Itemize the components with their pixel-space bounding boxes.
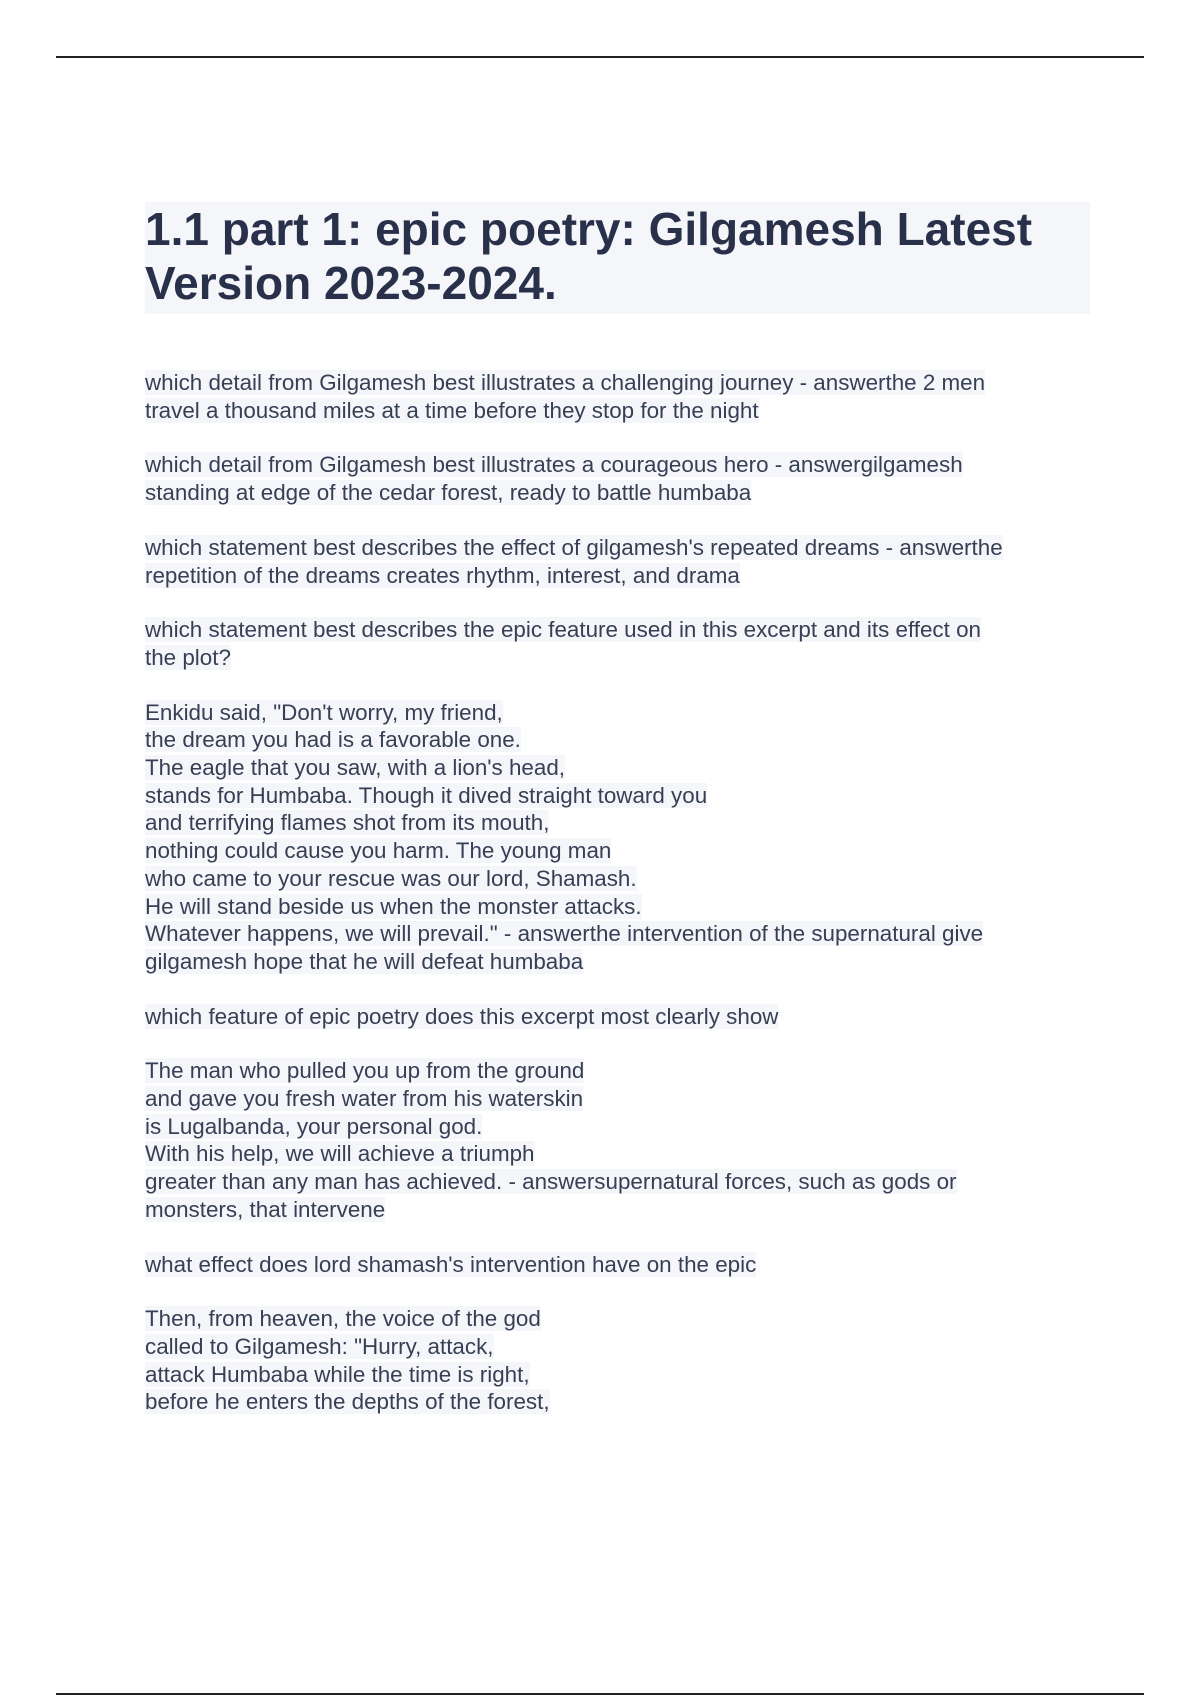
text-line: greater than any man has achieved. - answersupernatural forces, such as gods or (145, 1169, 957, 1195)
text-line: which detail from Gilgamesh best illustrates a courageous hero - answergilgamesh (145, 452, 963, 478)
text-line: The eagle that you saw, with a lion's head, (145, 755, 566, 781)
text-line: which statement best describes the effect of gilgamesh's repeated dreams - answerthe (145, 534, 1003, 560)
text-line: travel a thousand miles at a time before they stop for the night (145, 397, 759, 423)
text-line: monsters, that intervene (145, 1196, 386, 1222)
title-line: Version 2023-2024. (145, 257, 557, 309)
text-line: gilgamesh hope that he will defeat humbaba (145, 948, 584, 974)
text-line: stands for Humbaba. Though it dived straight toward you (145, 782, 708, 808)
text-line: Enkidu said, "Don't worry, my friend, (145, 699, 503, 725)
qa-block (145, 451, 1090, 506)
text-line: repetition of the dreams creates rhythm, interest, and drama (145, 562, 740, 588)
title-line: 1.1 part 1: epic poetry: Gilgamesh Latest (145, 203, 1033, 255)
qa-block (145, 534, 1090, 589)
qa-block (145, 616, 1090, 671)
text-line: the dream you had is a favorable one. (145, 727, 521, 753)
qa-block (145, 1003, 1090, 1031)
top-rule (56, 56, 1144, 58)
qa-block (145, 1251, 1090, 1279)
text-line: which feature of epic poetry does this excerpt most clearly show (145, 1003, 779, 1029)
text-line: standing at edge of the cedar forest, ready to battle humbaba (145, 480, 752, 506)
page-title (145, 202, 1090, 314)
text-line: Then, from heaven, the voice of the god (145, 1306, 541, 1332)
text-line: which detail from Gilgamesh best illustrates a challenging journey - answerthe 2 men (145, 370, 986, 395)
text-line: and gave you fresh water from his waterskin (145, 1086, 584, 1112)
text-line: the plot? (145, 644, 231, 670)
text-line: who came to your rescue was our lord, Shamash. (145, 865, 637, 891)
qa-block (145, 1057, 1090, 1223)
text-line: what effect does lord shamash's intervention have on the epic (145, 1251, 757, 1277)
text-line: Whatever happens, we will prevail." - answerthe intervention of the supernatural give (145, 921, 984, 947)
text-line: nothing could cause you harm. The young man (145, 838, 612, 864)
text-line: attack Humbaba while the time is right, (145, 1361, 530, 1387)
text-line: before he enters the depths of the forest, (145, 1389, 550, 1415)
text-line: He will stand beside us when the monster attacks. (145, 893, 642, 919)
text-line: The man who pulled you up from the ground (145, 1058, 585, 1084)
qa-block (145, 1305, 1090, 1416)
text-line: With his help, we will achieve a triumph (145, 1141, 535, 1167)
text-line: is Lugalbanda, your personal god. (145, 1113, 483, 1139)
qa-block (145, 369, 1090, 424)
text-line: which statement best describes the epic feature used in this excerpt and its effect on (145, 617, 981, 643)
text-line: called to Gilgamesh: "Hurry, attack, (145, 1333, 494, 1359)
qa-block (145, 699, 1090, 976)
document-body (145, 202, 1090, 1443)
qa-list (145, 369, 1090, 1416)
text-line: and terrifying flames shot from its mouth, (145, 810, 550, 836)
bottom-rule (56, 1693, 1144, 1695)
